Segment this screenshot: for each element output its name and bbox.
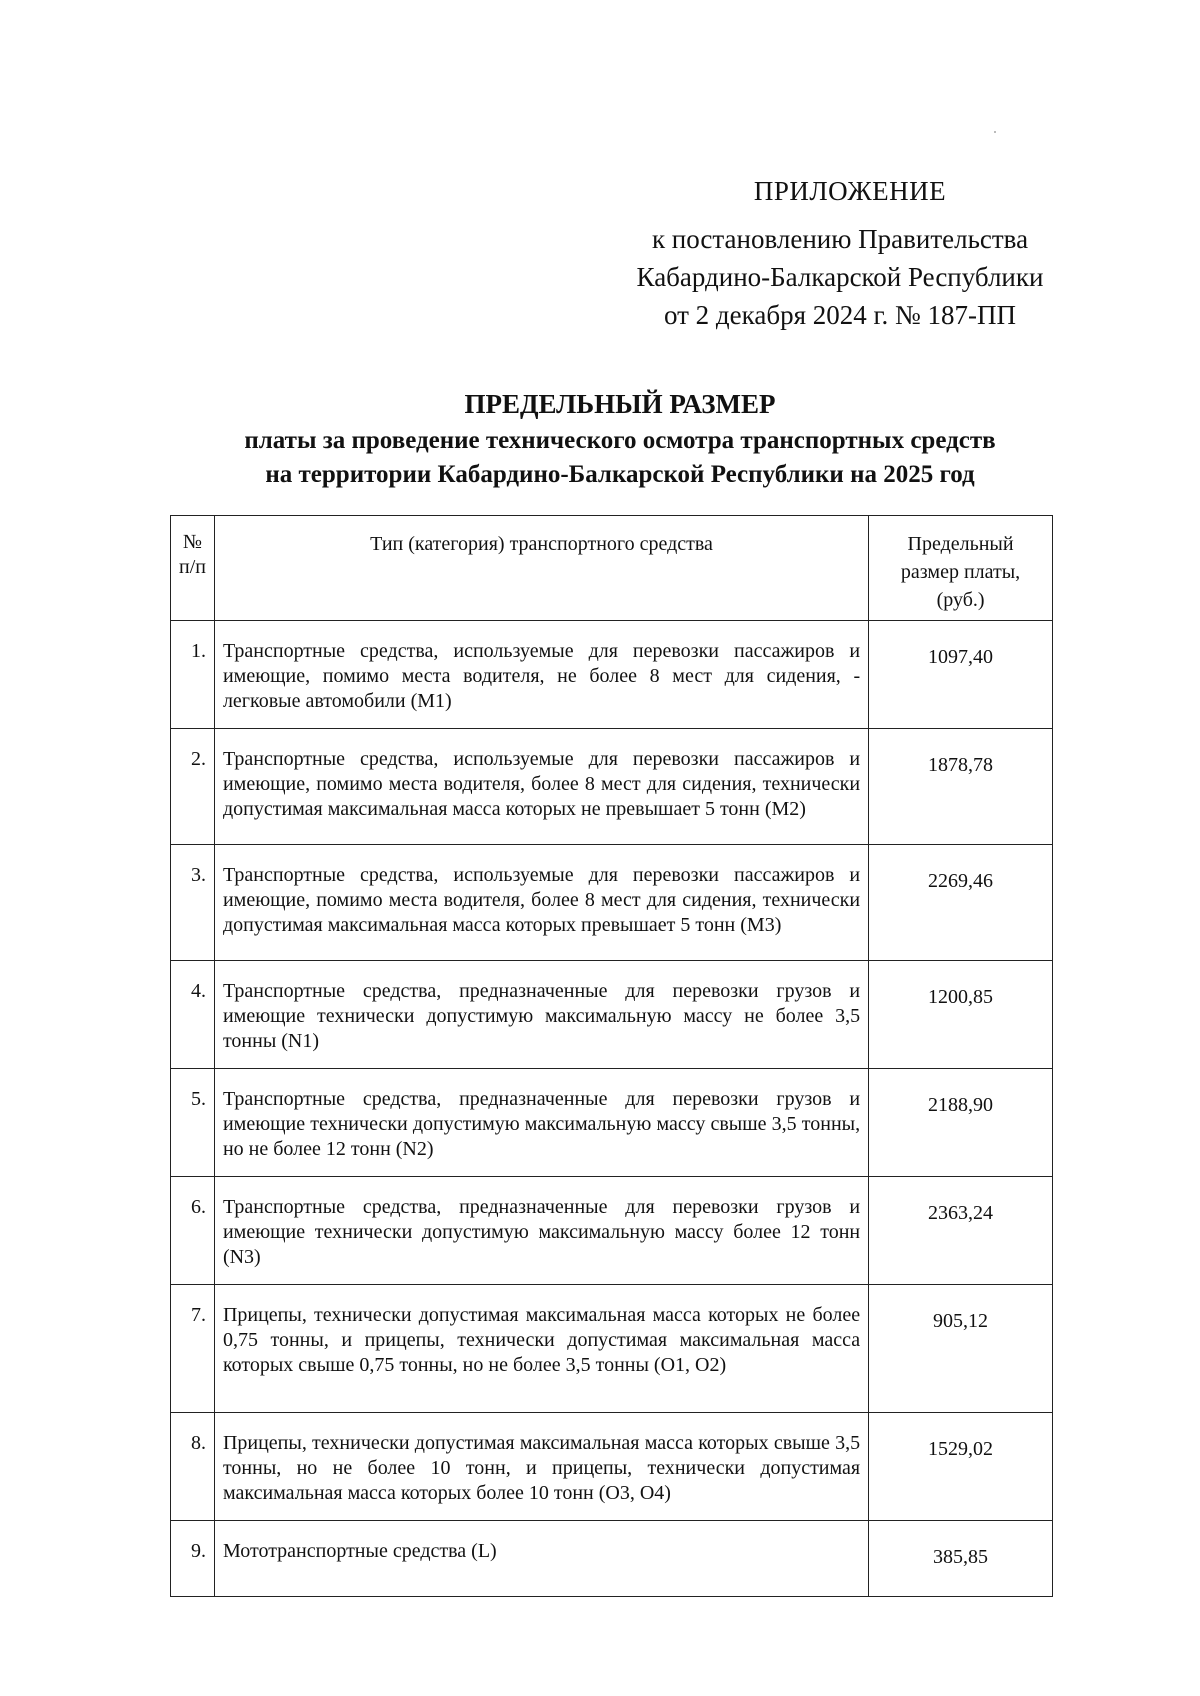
row-number: 4.	[171, 961, 215, 1069]
row-vehicle-type: Прицепы, технически допустимая максимальная масса которых свыше 3,5 тонны, но не более 10 тонн, и прицепы, технически допустимая максимальная масса которых более 10 тонн (O3, O4)	[214, 1413, 868, 1521]
row-fee: 385,85	[869, 1521, 1053, 1597]
header-fee-line-1: Предельный	[907, 533, 1014, 555]
heading-title: ПРЕДЕЛЬНЫЙ РАЗМЕР	[464, 389, 776, 419]
row-fee: 905,12	[869, 1285, 1053, 1413]
table-row	[171, 621, 1053, 729]
header-fee	[869, 516, 1053, 621]
row-fee: 2188,90	[869, 1069, 1053, 1177]
row-number: 6.	[171, 1177, 215, 1285]
table-row	[171, 1177, 1053, 1285]
row-number: 5.	[171, 1069, 215, 1177]
appendix-line-2: Кабардино-Балкарской Республики	[636, 262, 1044, 292]
header-fee-line-3: (руб.)	[936, 589, 985, 611]
row-fee: 1529,02	[869, 1413, 1053, 1521]
row-number: 3.	[171, 845, 215, 961]
header-number-line-1: №	[182, 531, 203, 553]
header-number-line-2: п/п	[178, 556, 206, 578]
row-fee: 1200,85	[869, 961, 1053, 1069]
row-vehicle-type: Транспортные средства, используемые для перевозки пассажиров и имеющие, помимо места водителя, не более 8 мест для сидения, - легковые автомобили (M1)	[214, 621, 868, 729]
scan-speck	[994, 131, 996, 133]
row-number: 1.	[171, 621, 215, 729]
table-row	[171, 1285, 1053, 1413]
row-vehicle-type: Прицепы, технически допустимая максимальная масса которых не более 0,75 тонны, и прицепы, технически допустимая максимальная масса которых свыше 0,75 тонны, но не более 3,5 тонны (O1, O2)	[214, 1285, 868, 1413]
row-vehicle-type: Мототранспортные средства (L)	[214, 1521, 868, 1597]
row-number: 7.	[171, 1285, 215, 1413]
table-row	[171, 845, 1053, 961]
row-number: 8.	[171, 1413, 215, 1521]
appendix-block	[620, 172, 1060, 334]
appendix-line-1: к постановлению Правительства	[651, 224, 1029, 254]
appendix-line-3: от 2 декабря 2024 г. № 187-ПП	[663, 300, 1017, 330]
row-fee: 2363,24	[869, 1177, 1053, 1285]
table-header-row	[171, 516, 1053, 621]
table-row	[171, 1069, 1053, 1177]
header-number	[171, 516, 215, 621]
row-vehicle-type: Транспортные средства, предназначенные для перевозки грузов и имеющие технически допустимую максимальную массу более 12 тонн (N3)	[214, 1177, 868, 1285]
fee-table	[170, 515, 1053, 1597]
table-row	[171, 729, 1053, 845]
row-vehicle-type: Транспортные средства, предназначенные для перевозки грузов и имеющие технически допустимую максимальную массу свыше 3,5 тонны, но не более 12 тонн (N2)	[214, 1069, 868, 1177]
heading-subtitle-2: на территории Кабардино-Балкарской Республики на 2025 год	[265, 461, 975, 488]
row-vehicle-type: Транспортные средства, предназначенные для перевозки грузов и имеющие технически допустимую максимальную массу не более 3,5 тонны (N1)	[214, 961, 868, 1069]
row-vehicle-type: Транспортные средства, используемые для перевозки пассажиров и имеющие, помимо места водителя, более 8 мест для сидения, технически допустимая максимальная масса которых не превышает 5 тонн (M2)	[214, 729, 868, 845]
table-row	[171, 1521, 1053, 1597]
header-vehicle-type: Тип (категория) транспортного средства	[214, 516, 868, 621]
row-number: 2.	[171, 729, 215, 845]
row-fee: 2269,46	[869, 845, 1053, 961]
row-fee: 1097,40	[869, 621, 1053, 729]
appendix-title: ПРИЛОЖЕНИЕ	[753, 176, 947, 206]
document-heading	[140, 384, 1100, 492]
table-row	[171, 1413, 1053, 1521]
heading-subtitle-1: платы за проведение технического осмотра транспортных средств	[244, 427, 996, 454]
row-vehicle-type: Транспортные средства, используемые для перевозки пассажиров и имеющие, помимо места водителя, более 8 мест для сидения, технически допустимая максимальная масса которых превышает 5 тонн (M3)	[214, 845, 868, 961]
row-fee: 1878,78	[869, 729, 1053, 845]
table-row	[171, 961, 1053, 1069]
row-number: 9.	[171, 1521, 215, 1597]
header-fee-line-2: размер платы,	[900, 561, 1021, 583]
